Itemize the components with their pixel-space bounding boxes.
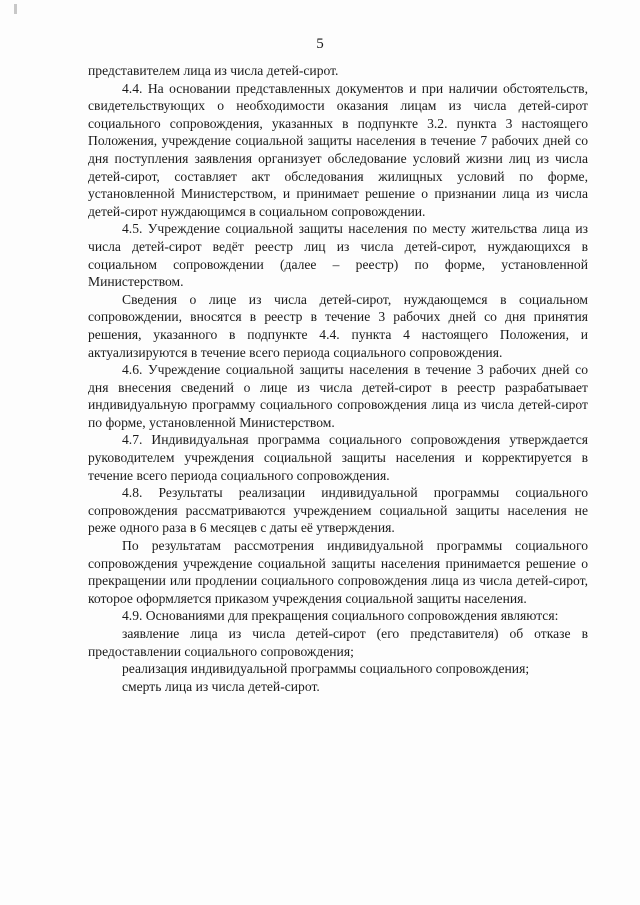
paragraph-4-9: 4.9. Основаниями для прекращения социального сопровождения являются: xyxy=(122,608,559,624)
paragraph-registry-info: Сведения о лице из числа детей-сирот, нуждающемся в социальном сопровождении, вносятся в реестр в течение 3 рабочих дней со дня принятия решения, указанного в подпункте 4.4. пункта 4 настоящего Положения, и актуализируются в течение всего периода социального сопровождения. xyxy=(88,291,588,360)
paragraph-review-results: По результатам рассмотрения индивидуальной программы социального сопровождения учреждение социальной защиты населения принимается решение о прекращении или продлении социального сопровождения лица из числа детей-сирот, которое оформляется приказом учреждения социальной защиты населения. xyxy=(88,538,588,606)
paragraph-4-7: 4.7. Индивидуальная программа социального сопровождения утверждается руководителем учреждения социальной защиты населения и корректируется в течение всего периода социального сопровождения. xyxy=(88,432,588,483)
paragraph-4-6: 4.6. Учреждение социальной защиты населения в течение 3 рабочих дней со дня внесения сведений о лице из числа детей-сирот в реестр разрабатывает индивидуальную программу социального сопровождения лица из числа детей-сирот по форме, установленной Министерством. xyxy=(88,362,588,430)
scan-artifact xyxy=(14,4,17,14)
list-item-termination-reason: смерть лица из числа детей-сирот. xyxy=(122,678,320,694)
paragraph-4-4: 4.4. На основании представленных документов и при наличии обстоятельств, свидетельствующих о необходимости оказания лицам из числа детей-сирот социального сопровождения, указанных в подпункте 3.2. пункта 3 настоящего Положения, учреждение социальной защиты населения в течение 7 рабочих дней со дня поступления заявления организует обследование условий жизни лиц из числа детей-сирот, составляет акт обследования жилищных условий по форме, установленной Министерством, и принимает решение о признании лица из числа детей-сирот нуждающимся в социальном сопровождении. xyxy=(88,80,588,219)
paragraph-4-8: 4.8. Результаты реализации индивидуальной программы социального сопровождения рассматриваются учреждением социальной защиты населения не реже одного раза в 6 месяцев с даты её утверждения. xyxy=(88,485,588,536)
paragraph: представителем лица из числа детей-сирот. xyxy=(88,63,339,78)
list-item-termination-reason: реализация индивидуальной программы социального сопровождения; xyxy=(122,661,530,677)
paragraph-4-5: 4.5. Учреждение социальной защиты населения по месту жительства лица из числа детей-сирот ведёт реестр лиц из числа детей-сирот, нуждающихся в социальном сопровождении (далее – реестр) по форме, установленной Министерством. xyxy=(88,221,588,290)
page-number: 5 xyxy=(316,36,324,52)
list-item-termination-reason: заявление лица из числа детей-сирот (его представителя) об отказе в предоставлении социального сопровождения; xyxy=(88,626,588,659)
document-body xyxy=(88,62,588,695)
